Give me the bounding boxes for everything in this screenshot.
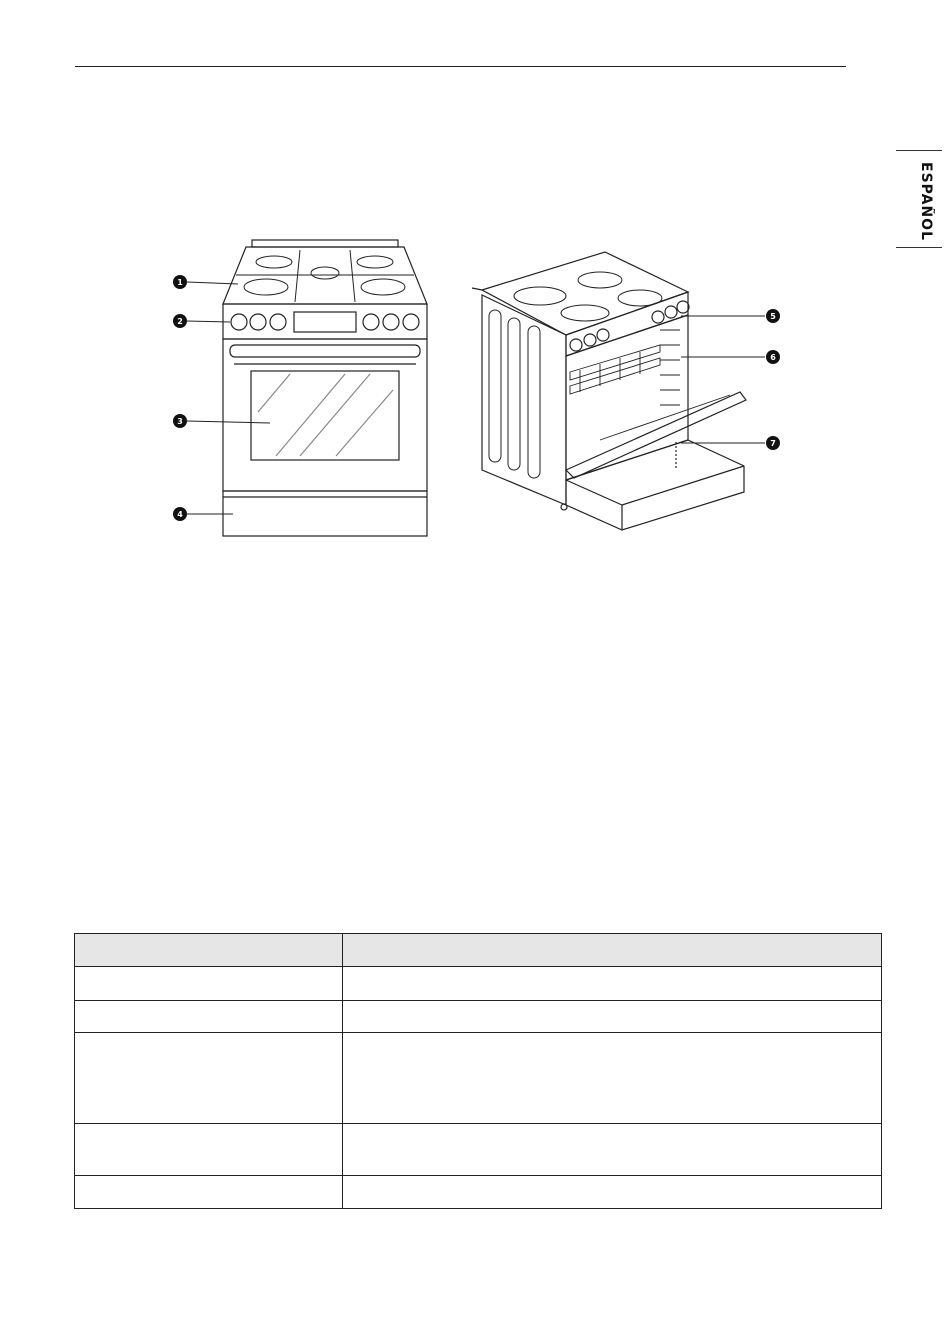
table-row — [75, 1124, 882, 1176]
open-oven-door — [566, 392, 746, 478]
language-tab-label: ESPAÑOL — [918, 162, 934, 241]
svg-text:7: 7 — [770, 439, 776, 448]
svg-text:6: 6 — [770, 353, 776, 362]
storage-drawer — [223, 491, 427, 536]
window-glare — [258, 374, 393, 456]
svg-text:4: 4 — [177, 510, 183, 519]
side-view-range — [472, 252, 746, 530]
control-panel — [223, 304, 427, 339]
knobs-perspective — [570, 301, 689, 351]
burner-grates — [236, 250, 414, 302]
svg-text:5: 5 — [770, 312, 776, 321]
door-handle — [230, 345, 420, 357]
callout-7 — [766, 436, 780, 450]
oven-door — [223, 339, 427, 491]
callout-2 — [173, 314, 187, 328]
knobs — [231, 314, 419, 330]
callout-5 — [766, 309, 780, 323]
table-cell — [343, 1001, 882, 1033]
table-header-cell — [75, 934, 343, 967]
callout-6 — [766, 350, 780, 364]
svg-text:1: 1 — [177, 278, 183, 287]
grates-perspective — [514, 272, 662, 321]
svg-text:2: 2 — [177, 317, 183, 326]
table-row — [75, 1001, 882, 1033]
table-header-row — [75, 934, 882, 967]
table-cell — [343, 1033, 882, 1124]
front-view-range — [223, 240, 427, 536]
table-cell — [343, 1176, 882, 1209]
side-panel — [482, 295, 566, 505]
back-guard — [252, 240, 398, 247]
display-panel — [294, 312, 356, 332]
table-cell — [75, 1033, 343, 1124]
table-cell — [75, 1124, 343, 1176]
control-panel-perspective — [566, 292, 688, 356]
oven-racks — [570, 330, 680, 405]
table-row — [75, 967, 882, 1001]
table-cell — [343, 1124, 882, 1176]
table-cell — [343, 967, 882, 1001]
leveling-leg — [561, 504, 567, 510]
leader-lines — [187, 282, 765, 514]
range-illustration — [0, 0, 950, 600]
svg-text:3: 3 — [177, 417, 183, 426]
table-row — [75, 1033, 882, 1124]
parts-table — [74, 933, 882, 1209]
table-cell — [75, 1176, 343, 1209]
table-cell — [75, 1001, 343, 1033]
open-drawer — [566, 440, 744, 530]
oven-window — [251, 371, 399, 460]
table-header-cell — [343, 934, 882, 967]
table-cell — [75, 967, 343, 1001]
callout-3 — [173, 414, 187, 428]
callout-4 — [173, 507, 187, 521]
callout-1 — [173, 275, 187, 289]
table-row — [75, 1176, 882, 1209]
